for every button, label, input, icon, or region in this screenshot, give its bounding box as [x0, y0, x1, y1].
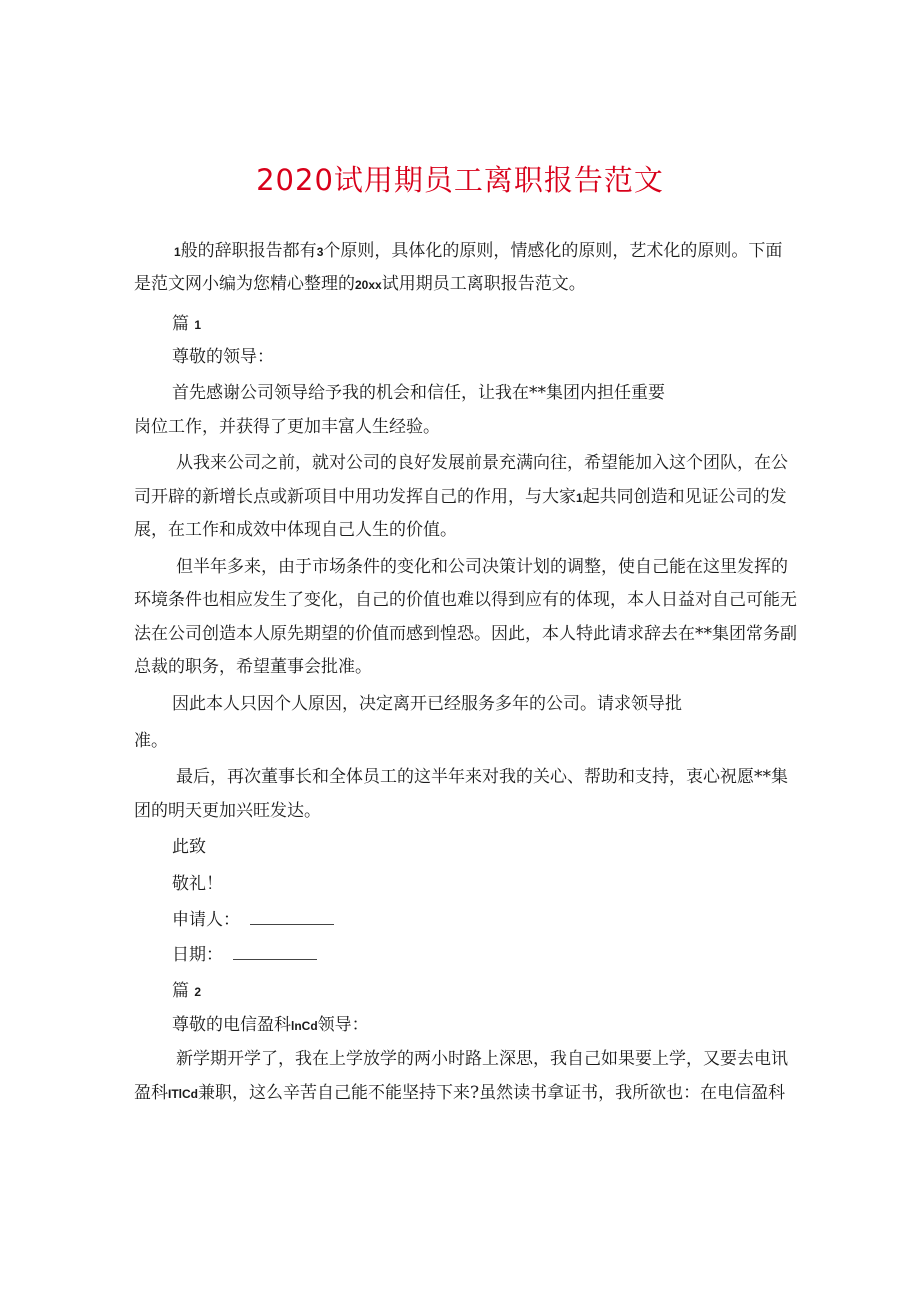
s2-p1-line-2-a: 盈科	[134, 1083, 168, 1103]
s1-p2-line-2-c: 起共同创造和见证公司的发	[582, 487, 787, 507]
s1-p3-line-2: 环境条件也相应发生了变化，自己的价值也难以得到应有的体现，本人日益对自己可能无	[134, 590, 797, 610]
s1-p2-line-3: 展，在工作和成效中体现自己人生的价值。	[134, 520, 457, 540]
s1-p2-line-2-num: 1	[576, 491, 583, 505]
s2-p1-line-2-b: ITlCd	[168, 1087, 198, 1101]
intro-line-1	[174, 240, 782, 263]
s1-p3-line-4: 总裁的职务，希望董事会批准。	[134, 657, 372, 677]
s1-p5-line-2: 团的明天更加兴旺发达。	[134, 801, 321, 821]
section-2-heading-num: 2	[194, 985, 202, 999]
s1-p5-line-1: 最后，再次董事长和全体员工的这半年来对我的关心、帮助和支持，衷心祝愿**集	[176, 767, 788, 787]
s1-p2-line-1: 从我来公司之前，就对公司的良好发展前景充满向往，希望能加入这个团队，在公	[176, 453, 788, 473]
section-2-heading-word: 篇	[172, 981, 189, 1001]
s1-p2-line-2	[134, 486, 787, 509]
section-1-heading-word: 篇	[172, 314, 189, 334]
intro-num-1: 1	[174, 245, 181, 259]
intro-num-3: 3	[316, 245, 324, 259]
section-1-heading-num: 1	[194, 318, 202, 332]
intro-line-2	[134, 273, 586, 296]
section-2-heading	[172, 980, 201, 1003]
date-label: 日期：	[172, 945, 223, 965]
s2-salutation-b: lnCd	[291, 1019, 318, 1033]
section-1-heading	[172, 313, 201, 336]
s1-p4-line-1: 因此本人只因个人原因，决定离开已经服务多年的公司。请求领导批	[172, 694, 682, 714]
intro-text-3: 是范文网小编为您精心整理的	[134, 274, 355, 294]
s2-salutation-c: 领导：	[317, 1015, 369, 1035]
s1-p3-line-3: 法在公司创造本人原先期望的价值而感到惶恐。因此，本人特此请求辞去在**集团常务副	[134, 624, 797, 644]
s1-p1-line-2: 岗位工作，并获得了更加丰富人生经验。	[134, 417, 440, 437]
intro-text-2: 个原则，具体化的原则，情感化的原则，艺术化的原则。下面	[323, 241, 783, 261]
closing-1: 此致	[172, 837, 206, 857]
s2-p1-line-1: 新学期开学了，我在上学放学的两小时路上深思，我自己如果要上学，又要去电讯	[176, 1049, 788, 1069]
s2-salutation-a: 尊敬的电信盈科	[172, 1015, 291, 1035]
s2-p1-line-2-c: 兼职，这么辛苦自己能不能坚持下来?虽然读书拿证书，我所欲也：在电信盈科	[198, 1083, 786, 1103]
date-line	[172, 944, 317, 966]
s1-p1-line-1: 首先感谢公司领导给予我的机会和信任，让我在**集团内担任重要	[172, 383, 665, 403]
date-blank	[233, 945, 317, 960]
intro-year: 20xx	[355, 278, 382, 292]
section-2-salutation	[172, 1014, 369, 1037]
intro-text-4: 试用期员工离职报告范文。	[381, 274, 586, 294]
intro-text-1: 般的辞职报告都有	[180, 241, 317, 261]
s1-p3-line-1: 但半年多来，由于市场条件的变化和公司决策计划的调整，使自己能在这里发挥的	[176, 557, 788, 577]
s1-p2-line-2-a: 司开辟的新增长点或新项目中用功发挥自己的作用，与大家	[134, 487, 576, 507]
applicant-label: 申请人：	[172, 910, 240, 930]
s2-p1-line-2	[134, 1082, 785, 1105]
section-1-salutation: 尊敬的领导：	[172, 347, 274, 367]
applicant-signature-blank	[250, 910, 334, 925]
document-title: 2020试用期员工离职报告范文	[256, 163, 664, 197]
applicant-line	[172, 909, 334, 931]
closing-2: 敬礼！	[172, 874, 223, 894]
s1-p4-line-2: 准。	[134, 731, 168, 751]
